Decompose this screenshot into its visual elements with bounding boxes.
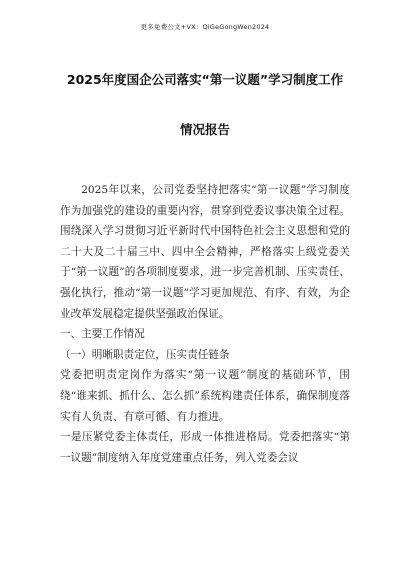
subsection-heading: （一）明晰职责定位，压实责任链条	[60, 348, 230, 361]
body-paragraph: 一是压紧党委主体责任，形成一体推进格局。党委把落实“第一议题”制度纳入年度党建重点任务，列入党委会议	[60, 431, 350, 464]
intro-paragraph: 2025年以来，公司党委坚持把落实“第一议题”学习制度作为加强党的建设的重要内容，贯穿到党委议事决策全过程。围绕深入学习贯彻习近平新时代中国特色社会主义思想和党的二十大及二十届三中、四中全会精神，严格落实上级党委关于“第一议题”的各项制度要求，进一步完善机制、压实责任、强化执行，推动“第一议题”学习更加规范、有序、有效，为企业改革发展稳定提供坚强政治保证。	[60, 184, 350, 320]
body-paragraph: 党委把明责定岗作为落实“第一议题”制度的基础环节，围绕“谁来抓、抓什么、怎么抓”系统构建责任体系，确保制度落实有人负责、有章可循、有力推进。	[60, 369, 350, 423]
header-note: 更多免费公文+VX：QiGeGongWen2024	[140, 23, 270, 31]
document-body	[60, 180, 350, 468]
section-heading: 一、主要工作情况	[60, 328, 145, 341]
document-title: 2025年度国企公司落实“第一议题”学习制度工作	[66, 72, 344, 87]
document-subtitle: 情况报告	[179, 122, 230, 137]
